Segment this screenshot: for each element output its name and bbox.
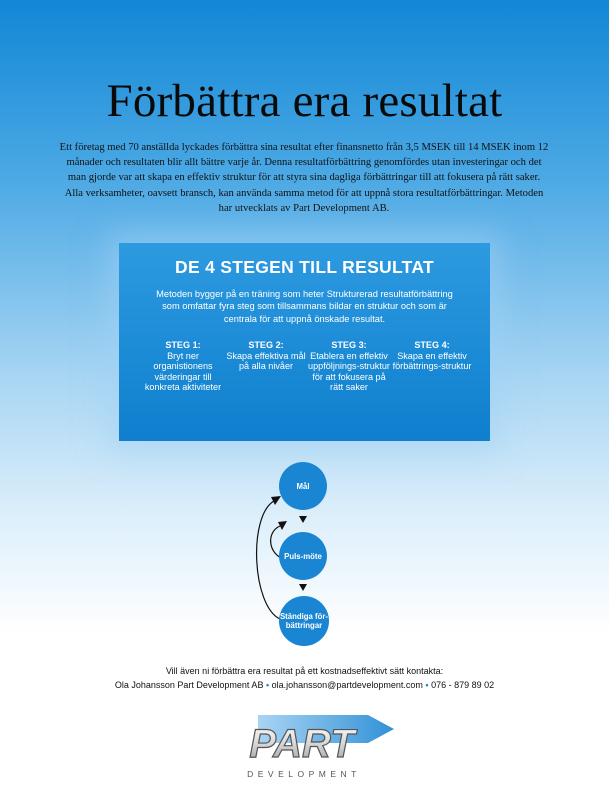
inner-return-arrowhead: [278, 521, 287, 530]
steps-panel: [119, 243, 490, 441]
continuous-improvement-node: Ständiga för-bättringar: [279, 596, 329, 646]
contact-intro: Vill även ni förbättra era resultat på ett kostnadseffektivt sätt kontakta:: [165, 666, 444, 676]
step-3-body: Etablera en effektiv uppföljnings-struktur för att fokusera på rätt saker: [308, 350, 390, 393]
part-development-logo: [218, 705, 394, 785]
panel-description: Metoden bygger på en träning som heter Strukturerad resultatförbättring som omfattar fyra steg som tillsammans bildar en struktur och som är centrala för att uppnå önskade resultat.: [156, 289, 453, 324]
step-1: [142, 340, 224, 393]
arrow-down-1: [299, 516, 307, 523]
page-title: Förbättra era resultat: [106, 75, 503, 127]
cycle-diagram: [240, 456, 380, 646]
step-2-head: STEG 2:: [248, 340, 284, 350]
logo-graphic: [218, 705, 394, 785]
step-2-body: Skapa effektiva mål på alla nivåer: [226, 350, 306, 372]
step-3: [308, 340, 390, 393]
contact-name: Ola Johansson Part Development AB: [114, 680, 264, 690]
step-2: [225, 340, 307, 372]
separator-dot: •: [425, 680, 429, 690]
contact-phone: 076 - 879 89 02: [431, 680, 495, 690]
outer-return-line: [257, 501, 280, 619]
step-1-body: Bryt ner organistionens värderingar till konkreta aktiviteter: [144, 350, 222, 393]
step-3-head: STEG 3:: [331, 340, 367, 350]
separator-dot: •: [265, 680, 270, 690]
outer-return-arrowhead: [271, 496, 281, 505]
pulse-meeting-node: Puls-möte: [279, 532, 327, 580]
arrow-down-2: [299, 584, 307, 591]
goal-node: Mål: [279, 462, 327, 510]
logo-word: PART: [249, 722, 355, 766]
panel-title: DE 4 STEGEN TILL RESULTAT: [175, 257, 434, 277]
logo-subtitle: DEVELOPMENT: [247, 769, 361, 779]
contact-details: [0, 678, 609, 692]
step-4-head: STEG 4:: [414, 340, 450, 350]
step-4: [391, 340, 473, 372]
intro-paragraph: Ett företag med 70 anställda lyckades förbättra sina resultat efter finansnetto från 3,5 MSEK till 14 MSEK inom 12 månader och resultaten blir allt bättre varje år. Denna resultatförbättring genomfördes utan investeringar och det man gjorde var att skapa en effektiv struktur för att styra sina dagliga förbättringar till att fokusera på rätt saker. Alla verksamheter, oavsett bransch, kan använda samma metod för att uppnå stora resultatförbättringar. Metoden har utvecklats av Part Development AB.: [59, 142, 549, 214]
contact-email[interactable]: ola.johansson@partdevelopment.com: [271, 680, 423, 690]
step-4-body: Skapa en effektiv förbättrings-struktur: [392, 350, 472, 372]
contact-block: [0, 664, 609, 692]
step-1-head: STEG 1:: [165, 340, 201, 350]
